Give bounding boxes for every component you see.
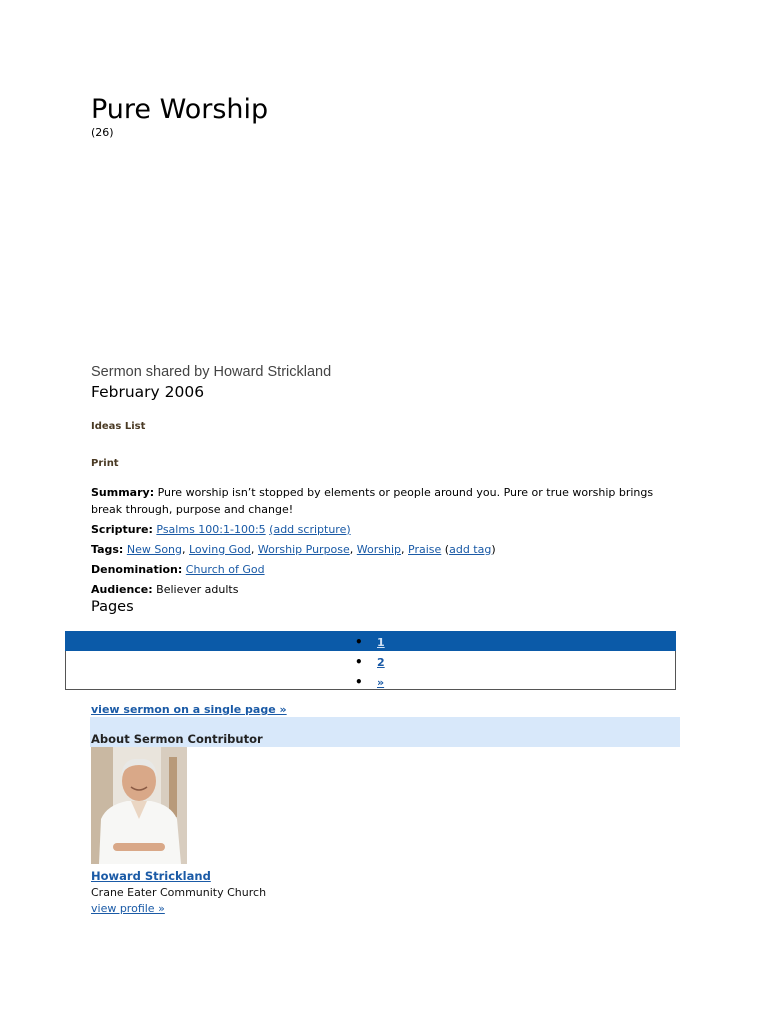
rating-count: (26) xyxy=(91,126,114,139)
ideas-list-link[interactable]: Ideas List xyxy=(91,421,146,432)
sermon-title: Pure Worship xyxy=(91,94,269,125)
denomination-row xyxy=(91,562,681,579)
pages-heading: Pages xyxy=(91,599,134,615)
scripture-link[interactable]: Psalms 100:1-100:5 xyxy=(156,522,266,536)
page-link-2[interactable]: 2 xyxy=(377,656,385,669)
bullet-icon: • xyxy=(355,655,363,669)
page-item xyxy=(66,655,675,675)
tag-link[interactable]: Praise xyxy=(408,542,442,556)
bullet-icon: • xyxy=(355,635,363,649)
bullet-icon: • xyxy=(355,675,363,689)
page-link-1[interactable]: 1 xyxy=(377,636,385,649)
audience-label: Audience: xyxy=(91,582,153,596)
tag-link[interactable]: Worship Purpose xyxy=(257,542,350,556)
page-item xyxy=(66,635,675,655)
contributor-avatar[interactable] xyxy=(91,747,187,864)
summary-label: Summary: xyxy=(91,486,155,499)
view-single-page-link[interactable]: view sermon on a single page » xyxy=(91,703,287,716)
tag-link[interactable]: Loving God xyxy=(189,542,251,556)
contributor-name-link[interactable]: Howard Strickland xyxy=(91,869,211,883)
sermon-meta xyxy=(91,485,681,602)
about-contributor-heading: About Sermon Contributor xyxy=(91,732,263,746)
page-item xyxy=(66,675,675,695)
denomination-link[interactable]: Church of God xyxy=(185,562,265,576)
add-tag-link[interactable]: add tag xyxy=(449,542,492,556)
sermon-byline: Sermon shared by Howard Strickland xyxy=(91,364,332,380)
view-profile-link[interactable]: view profile » xyxy=(91,902,165,915)
summary-text: Pure worship isn’t stopped by elements or people around you. Pure or true worship brings break through, purpose and change! xyxy=(91,486,654,516)
pagination xyxy=(65,631,676,690)
sermon-date: February 2006 xyxy=(91,383,205,401)
tags-row: Tags: New Song, Loving God, Worship Purpose, Worship, Praise (add tag) xyxy=(91,542,496,556)
scripture-row xyxy=(91,522,681,539)
add-scripture-link[interactable]: (add scripture) xyxy=(269,522,351,536)
tag-link[interactable]: New Song xyxy=(126,542,182,556)
audience-row xyxy=(91,582,681,599)
scripture-label: Scripture: xyxy=(91,522,153,536)
tags-label: Tags: xyxy=(91,542,124,556)
audience-value: Believer adults xyxy=(156,582,239,596)
contributor-church: Crane Eater Community Church xyxy=(91,886,267,899)
denomination-label: Denomination: xyxy=(91,562,183,576)
print-link[interactable]: Print xyxy=(91,458,119,469)
tag-link[interactable]: Worship xyxy=(356,542,402,556)
summary-row xyxy=(91,485,681,518)
next-page-link[interactable]: » xyxy=(377,676,385,689)
